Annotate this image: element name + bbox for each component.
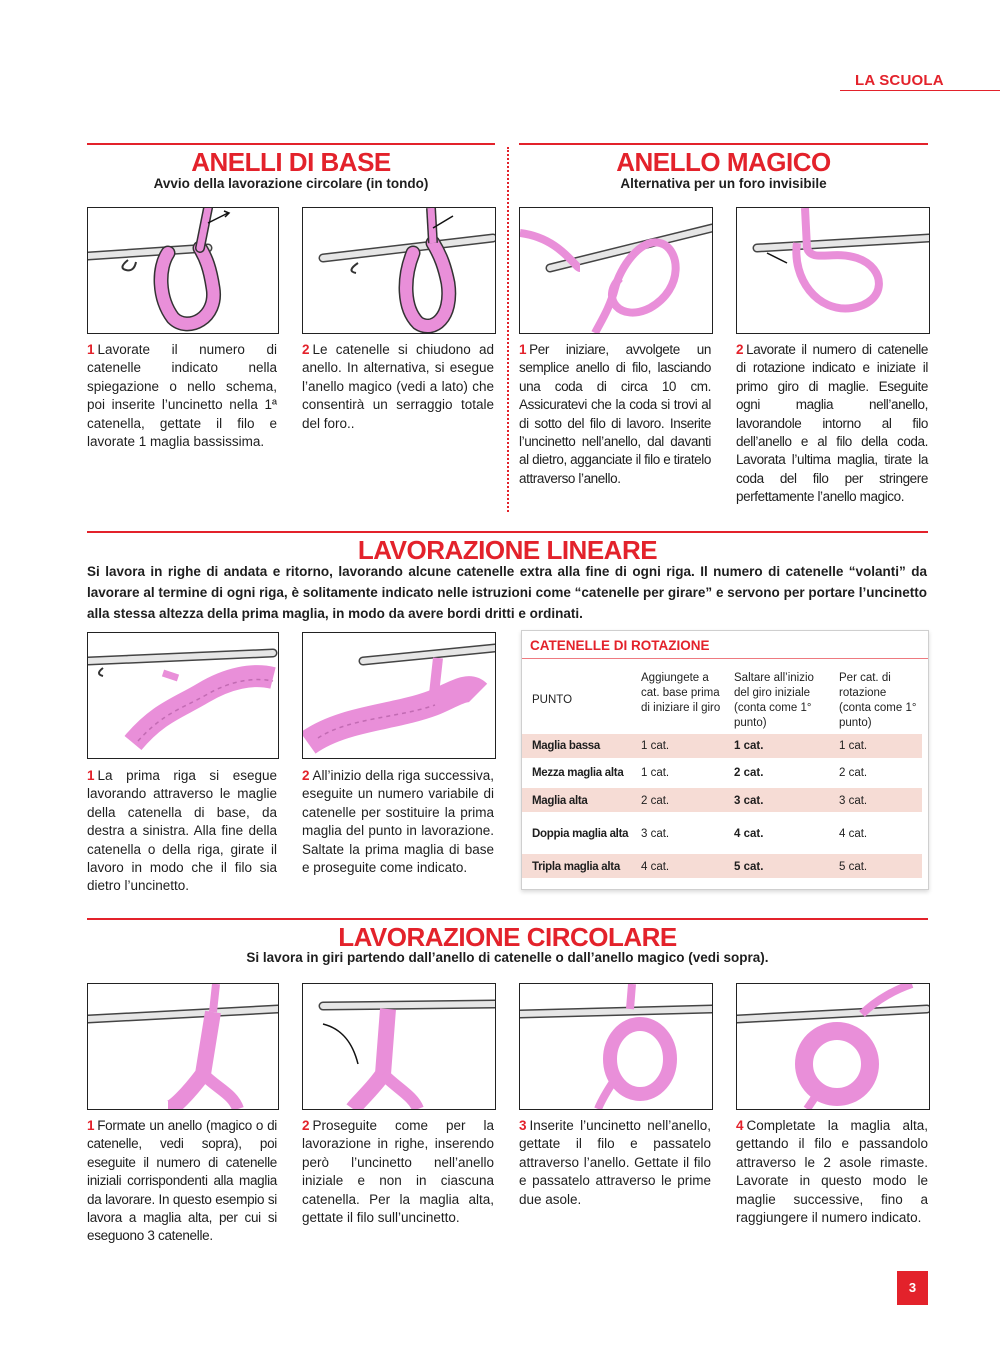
step-text: La prima riga si esegue lavorando attraverso le maglie della catenella di base, da destra a sinistra. Alla fine della catenella o della riga, girate il lavoro in modo che il filo sia dietro l’uncinetto. xyxy=(87,768,277,894)
table-row-label: Doppia maglia alta xyxy=(532,828,629,840)
illustration-anelli-base-2 xyxy=(302,207,496,334)
subtitle-anello-magico: Alternativa per un foro invisibile xyxy=(620,176,827,191)
step-circolare-2 xyxy=(302,1117,494,1227)
title-lavorazione-circolare: LAVORAZIONE CIRCOLARE xyxy=(338,922,677,952)
step-number: 1 xyxy=(87,342,95,357)
illustration-circolare-3 xyxy=(519,983,713,1110)
table-cell: 1 cat. xyxy=(839,740,868,752)
step-number: 4 xyxy=(736,1118,744,1133)
section-rule-circolare xyxy=(87,918,928,920)
step-number: 2 xyxy=(736,342,744,357)
table-row-label: Maglia bassa xyxy=(532,740,600,752)
page-number: 3 xyxy=(897,1271,928,1305)
step-lineare-1 xyxy=(87,767,277,896)
table-cell: 1 cat. xyxy=(641,740,670,752)
step-number: 1 xyxy=(519,342,527,357)
step-anello-magico-2 xyxy=(736,341,928,507)
table-cell: 4 cat. xyxy=(839,828,868,840)
step-number: 1 xyxy=(87,1118,95,1133)
subtitle-anelli-di-base: Avvio della lavorazione circolare (in tondo) xyxy=(153,176,429,191)
table-cell: 2 cat. xyxy=(641,795,670,807)
section-header: LA SCUOLA xyxy=(855,72,944,89)
step-text: Lavorate il numero di catenelle di rotazione indicato e iniziate il primo giro di maglie. Eseguite ogni maglia nell’anello, lavorandole intorno al filo dell’anello e al filo della coda. Lavorata l’ultima maglia, tirate la coda del filo per stringere perfettamente l’anello magico. xyxy=(736,342,928,505)
step-text: Completate la maglia alta, gettando il filo e passandolo attraverso le 2 asole rimaste. Lavorate in questo modo le maglie successive, fino a raggiungere il numero indicato. xyxy=(736,1118,928,1226)
illustration-anello-magico-1 xyxy=(519,207,713,334)
illustration-anello-magico-2 xyxy=(736,207,930,334)
subtitle-lavorazione-circolare: Si lavora in giri partendo dall’anello di catenelle o dall’anello magico (vedi sopra). xyxy=(246,950,769,965)
section-header-rule xyxy=(840,90,1000,91)
illustration-circolare-4 xyxy=(736,983,930,1110)
table-header-punto: PUNTO xyxy=(532,694,573,706)
illustration-lineare-2 xyxy=(302,632,496,759)
catenelle-rotazione-table xyxy=(521,630,929,890)
step-number: 1 xyxy=(87,768,95,783)
table-cell: 2 cat. xyxy=(839,767,868,779)
table-cell: 5 cat. xyxy=(734,861,764,873)
table-header-col-1: Aggiungete a cat. base prima di iniziare il giro xyxy=(641,672,721,714)
table-title-rule xyxy=(522,658,928,659)
step-text: Lavorate il numero di catenelle indicato nella spiegazione o nello schema, poi inserite l’uncinetto nella 1ª catenella, gettate il filo e lavorate 1 maglia bassissima. xyxy=(87,342,277,450)
table-cell: 4 cat. xyxy=(734,828,764,840)
step-number: 3 xyxy=(519,1118,527,1133)
table-cell: 2 cat. xyxy=(734,767,764,779)
table-title: CATENELLE DI ROTAZIONE xyxy=(530,638,710,653)
intro-lavorazione-lineare: Si lavora in righe di andata e ritorno, lavorando alcune catenelle extra alla fine di ogni riga. Il numero di catenelle “volanti” da lavorare al termine di ogni riga, è solitamente indicato nelle istruzioni come “catenelle per girare” e servono per portare l’uncinetto alla stessa altezza della prima maglia, in modo da avere bordi dritti e ordinati. xyxy=(87,564,927,621)
step-circolare-3 xyxy=(519,1117,711,1209)
table-row-label: Maglia alta xyxy=(532,795,588,807)
illustration-lineare-1 xyxy=(87,632,279,759)
step-number: 2 xyxy=(302,342,310,357)
table-cell: 3 cat. xyxy=(641,828,670,840)
step-anelli-base-2 xyxy=(302,341,494,433)
table-cell: 1 cat. xyxy=(734,740,764,752)
table-row-label: Mezza maglia alta xyxy=(532,767,624,779)
step-text: Inserite l’uncinetto nell’anello, gettate il filo e passatelo attraverso l’anello. Gettate il filo e passatelo attraverso le prime due asole. xyxy=(519,1118,711,1207)
step-number: 2 xyxy=(302,768,310,783)
illustration-anelli-base-1 xyxy=(87,207,279,334)
table-header-col-3: Per cat. di rotazione (conta come 1° punto) xyxy=(839,672,917,729)
table-cell: 5 cat. xyxy=(839,861,868,873)
section-rule-right xyxy=(519,143,928,145)
title-lavorazione-lineare: LAVORAZIONE LINEARE xyxy=(357,535,658,565)
step-anelli-base-1 xyxy=(87,341,277,451)
section-rule-left xyxy=(87,143,495,145)
illustration-circolare-1 xyxy=(87,983,279,1110)
table-cell: 4 cat. xyxy=(641,861,670,873)
step-text: All’inizio della riga successiva, eseguite un numero variabile di catenelle per sostituire la prima maglia del punto in lavorazione. Saltate la prima maglia di base e proseguite come indicato. xyxy=(302,768,494,876)
step-text: Formate un anello (magico o di catenelle, vedi sopra), poi eseguite il numero di catenelle iniziali corrispondenti alla maglia da lavorare. In questo esempio si lavora a maglia alta, per cui si eseguono 3 catenelle. xyxy=(87,1118,277,1244)
table-cell: 3 cat. xyxy=(839,795,868,807)
step-circolare-1 xyxy=(87,1117,277,1246)
title-anelli-di-base: ANELLI DI BASE xyxy=(191,147,391,177)
step-text: Le catenelle si chiudono ad anello. In alternativa, si esegue l’anello magico (vedi a lato) che consentirà un serraggio totale del foro.. xyxy=(302,342,494,431)
table-header-col-2: Saltare all’inizio del giro iniziale (conta come 1° punto) xyxy=(734,672,814,729)
step-lineare-2 xyxy=(302,767,494,877)
illustration-circolare-2 xyxy=(302,983,496,1110)
step-number: 2 xyxy=(302,1118,310,1133)
step-circolare-4 xyxy=(736,1117,928,1227)
step-anello-magico-1 xyxy=(519,341,711,488)
title-anello-magico: ANELLO MAGICO xyxy=(616,147,831,177)
table-cell: 1 cat. xyxy=(641,767,670,779)
step-text: Per iniziare, avvolgete un semplice anello di filo, lasciando una coda di circa 10 cm. Assicuratevi che la coda si trovi al di sotto del filo di lavoro. Inserite l’uncinetto nell’anello, dal davanti al dietro, agganciate il filo e tiratelo attraverso l’anello. xyxy=(519,342,711,486)
table-row-label: Tripla maglia alta xyxy=(532,861,620,873)
table-cell: 3 cat. xyxy=(734,795,764,807)
section-rule-lineare xyxy=(87,531,928,533)
step-text: Proseguite come per la lavorazione in righe, inserendo però l’uncinetto nell’anello iniziale e non in ciascuna catenella. Per la maglia alta, gettate il filo sull’uncinetto. xyxy=(302,1118,494,1226)
dotted-column-separator xyxy=(507,147,509,512)
